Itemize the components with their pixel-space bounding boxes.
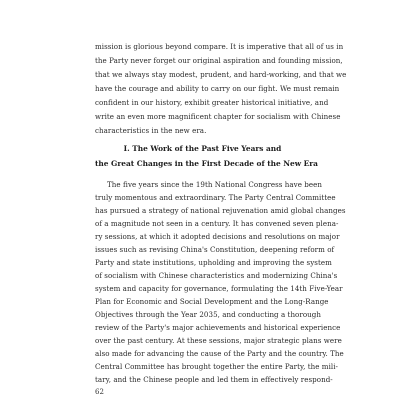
text-line: confident in our history, exhibit greater historical initiative, and bbox=[95, 98, 329, 107]
text-line: write an even more magnificent chapter for socialism with Chinese bbox=[95, 112, 341, 121]
text-line: mission is glorious beyond compare. It is imperative that all of us in bbox=[95, 42, 344, 51]
text-line: Plan for Economic and Social Development and the Long-Range bbox=[95, 297, 329, 306]
text-line: tary, and the Chinese people and led them in effectively respond- bbox=[95, 375, 333, 384]
text-line: system and capacity for governance, formulating the 14th Five-Year bbox=[95, 284, 343, 293]
text-line: Party and state institutions, upholding and improving the system bbox=[95, 258, 332, 267]
text-line: that we always stay modest, prudent, and hard-working, and that we bbox=[95, 70, 347, 79]
text-line: review of the Party's major achievements and historical experience bbox=[95, 323, 341, 332]
text-line: truly momentous and extraordinary. The Party Central Committee bbox=[95, 193, 336, 202]
text-line: over the past century. At these sessions, major strategic plans were bbox=[95, 336, 342, 345]
text-line: characteristics in the new era. bbox=[95, 126, 207, 135]
section-heading-line: I. The Work of the Past Five Years and bbox=[123, 144, 282, 153]
text-line: ry sessions, at which it adopted decisions and resolutions on major bbox=[95, 232, 340, 241]
page-number: 62 bbox=[95, 388, 104, 396]
text-line: of a magnitude not seen in a century. It has convened seven plena- bbox=[95, 219, 339, 228]
text-line: issues such as revising China's Constitution, deepening reform of bbox=[95, 245, 335, 254]
section-heading-line: the Great Changes in the First Decade of the New Era bbox=[95, 159, 318, 168]
text-line: Objectives through the Year 2035, and conducting a thorough bbox=[95, 310, 321, 319]
text-line: of socialism with Chinese characteristics and modernizing China's bbox=[95, 271, 338, 280]
text-line: also made for advancing the cause of the Party and the country. The bbox=[95, 349, 344, 358]
text-line: the Party never forget our original aspiration and founding mission, bbox=[95, 56, 343, 65]
text-line: has pursued a strategy of national rejuvenation amid global changes bbox=[95, 206, 346, 215]
text-line: Central Committee has brought together the entire Party, the mili- bbox=[95, 362, 338, 371]
text-line: have the courage and ability to carry on our fight. We must remain bbox=[95, 84, 340, 93]
text-line: The five years since the 19th National Congress have been bbox=[107, 180, 323, 189]
